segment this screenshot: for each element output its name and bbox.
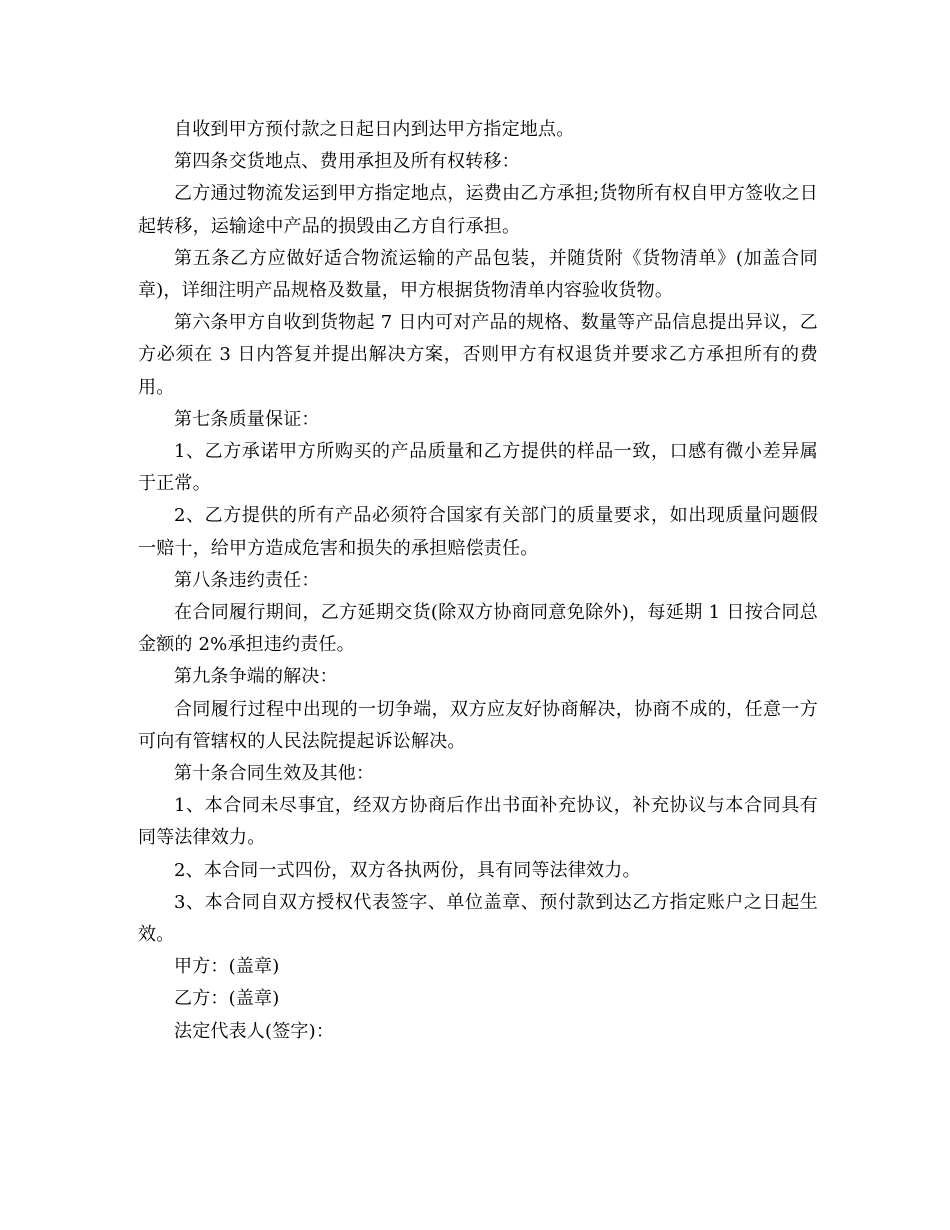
paragraph-effect-2: 2、本合同一式四份，双方各执两份，具有同等法律效力。 <box>174 859 641 881</box>
paragraph-effect-3: 3、本合同自双方授权代表签字、单位盖章、预付款到达乙方指定账户之日起生效。 <box>138 891 818 946</box>
signature-party-b: 乙方：(盖章) <box>174 988 280 1010</box>
document-page <box>138 114 818 1048</box>
heading-article-4: 第四条交货地点、费用承担及所有权转移： <box>174 151 520 173</box>
heading-article-8: 第八条违约责任： <box>174 569 320 591</box>
paragraph-delivery-time: 自收到甲方预付款之日起日内到达甲方指定地点。 <box>174 119 575 140</box>
paragraph-effect-1: 1、本合同未尽事宜，经双方协商后作出书面补充协议，补充协议与本合同具有同等法律效力。 <box>138 795 818 849</box>
paragraph-shipping: 乙方通过物流发运到甲方指定地点，运费由乙方承担;货物所有权自甲方签收之日起转移，运输途中产品的损毁由乙方自行承担。 <box>138 183 818 237</box>
paragraph-article-6: 第六条甲方自收到货物起 7 日内可对产品的规格、数量等产品信息提出异议，乙方必须在 3 日内答复并提出解决方案，否则甲方有权退货并要求乙方承担所有的费用。 <box>138 312 818 398</box>
signature-party-a: 甲方：(盖章) <box>174 956 280 978</box>
paragraph-quality-2: 2、乙方提供的所有产品必须符合国家有关部门的质量要求，如出现质量问题假一赔十，给甲方造成危害和损失的承担赔偿责任。 <box>138 505 818 559</box>
heading-article-7: 第七条质量保证： <box>174 408 320 430</box>
heading-article-9: 第九条争端的解决： <box>174 666 338 688</box>
paragraph-quality-1: 1、乙方承诺甲方所购买的产品质量和乙方提供的样品一致，口感有微小差异属于正常。 <box>138 441 818 495</box>
paragraph-dispute: 合同履行过程中出现的一切争端，双方应友好协商解决，协商不成的，任意一方可向有管辖权的人民法院提起诉讼解决。 <box>138 698 818 752</box>
signature-legal-representative: 法定代表人(签字)： <box>174 1020 335 1042</box>
heading-article-10: 第十条合同生效及其他： <box>174 763 375 785</box>
paragraph-article-5: 第五条乙方应做好适合物流运输的产品包装，并随货附《货物清单》(加盖合同章)，详细注明产品规格及数量，甲方根据货物清单内容验收货物。 <box>138 247 818 302</box>
paragraph-liability: 在合同履行期间，乙方延期交货(除双方协商同意免除外)，每延期 1 日按合同总金额的 2%承担违约责任。 <box>138 602 818 656</box>
